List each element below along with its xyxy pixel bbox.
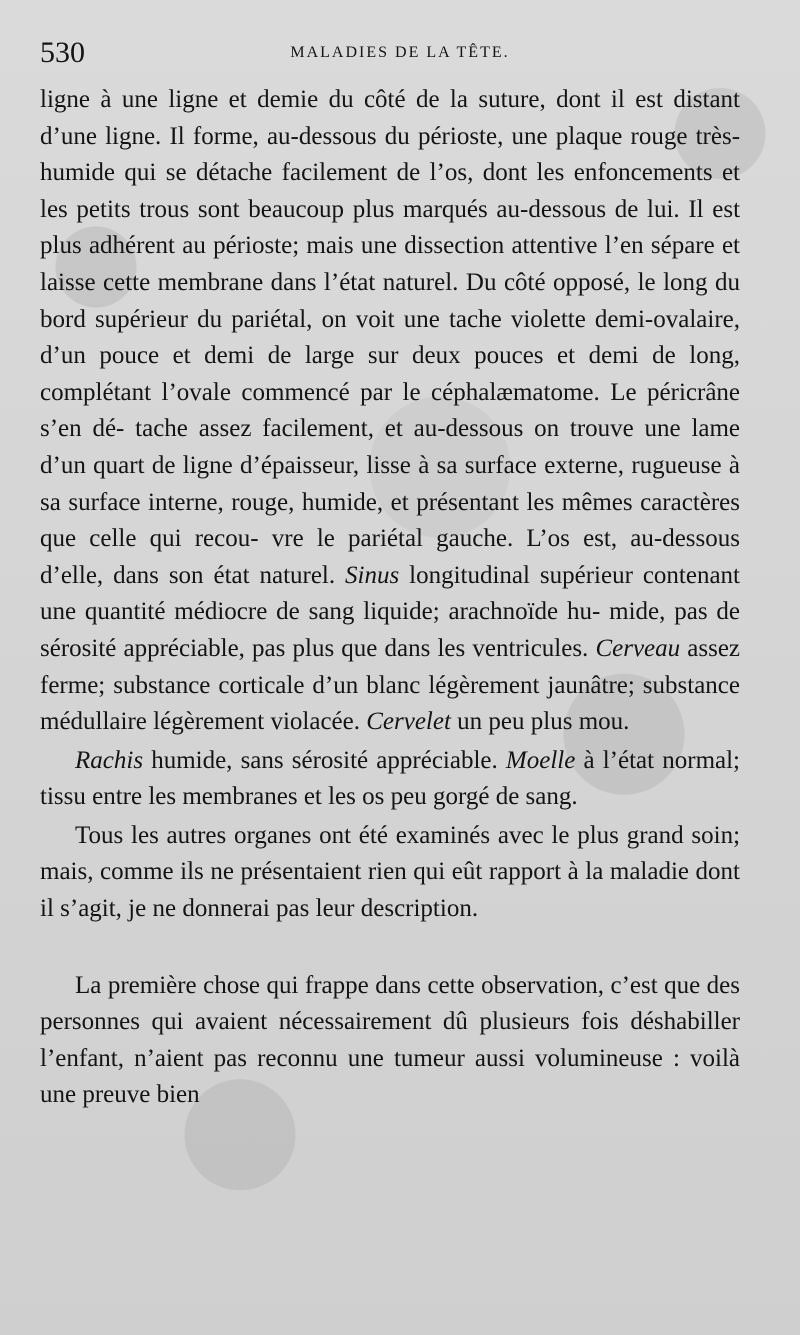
text-run: ligne à une ligne et demie du côté de la suture, dont il	[40, 86, 625, 113]
text-run: gorgé de sang.	[432, 783, 578, 811]
text-run: sépare et laisse cette membrane dans l’état naturel. Du	[40, 232, 741, 296]
text-run: une tumeur aussi volumineuse : voilà une preuve bien	[40, 1044, 741, 1109]
italic-term: Cerveau	[595, 634, 681, 662]
paragraph-other-organs	[40, 818, 740, 928]
text-run: à	[575, 746, 595, 774]
text-run: Tous les autres organes ont été examinés avec le plus	[75, 821, 619, 849]
italic-term: Sinus	[345, 561, 400, 589]
running-head: MALADIES DE LA TÊTE.	[290, 44, 510, 61]
text-run: plusieurs fois déshabiller l’enfant, n’aient pas reconnu	[40, 1008, 741, 1072]
text-run: l’état normal; tissu entre les membranes et les os peu	[40, 746, 740, 811]
page-header	[40, 36, 760, 70]
text-run: ventricules.	[472, 634, 596, 662]
text-run: c’est que des personnes qui avaient nécessairement dû	[40, 971, 740, 1036]
text-run: beaucoup plus marqués au-dessous de lui. Il est plus	[40, 195, 741, 260]
text-run: est distant d’une ligne. Il forme, au-dessous du périoste,	[40, 86, 740, 150]
italic-term: Moelle	[505, 746, 576, 774]
text-run: assez ferme; substance corticale	[40, 634, 741, 699]
text-run: un peu plus mou.	[450, 708, 630, 736]
paragraph-discussion	[40, 968, 740, 1114]
text-run: grand soin; mais, comme ils ne présentaient rien qui eût	[40, 821, 741, 886]
page-body	[40, 82, 740, 1114]
text-run: mide, pas de sérosité appréciable, pas plus que dans les	[40, 598, 740, 662]
text-run: leur description.	[315, 895, 479, 923]
text-run: La première chose qui frappe dans cette observation,	[75, 971, 604, 999]
text-run: lame d’un quart de ligne d’épaisseur, lisse à sa surface	[40, 415, 741, 479]
text-run: son état naturel.	[168, 561, 346, 589]
text-run: voit une tache violette demi-ovalaire, d’un pouce et demi	[40, 305, 741, 370]
italic-term: Rachis	[75, 746, 144, 774]
text-run: côté opposé, le long du bord supérieur du pariétal, on	[40, 268, 741, 333]
text-run: de large sur deux pouces et demi de long, complétant l’ovale	[40, 342, 740, 406]
text-run: légèrement violacée.	[153, 708, 367, 736]
italic-term: Cervelet	[366, 708, 451, 736]
paragraph-autopsy-head	[40, 82, 740, 741]
text-run: longitudinal supérieur contenant	[399, 561, 740, 589]
text-run: adhérent au périoste; mais une dissection attentive l’en	[88, 232, 644, 260]
text-run: commencé par le céphalæmatome. Le péricrâne s’en dé-	[40, 378, 741, 443]
text-run: externe, rugueuse à sa surface interne, rouge, humide,	[40, 451, 740, 516]
text-run: rapport à la maladie dont il s’agit, je ne donnerai pas	[40, 858, 741, 923]
text-run: et présentant les mêmes caractères que celle qui recou-	[40, 488, 741, 553]
text-run: une plaque rouge très-humide qui se détache facilement	[40, 122, 741, 187]
text-run: tache assez facilement, et au-dessous on trouve une	[135, 415, 681, 443]
text-run: vre le pariétal gauche. L’os est, au-dessous d’elle, dans	[40, 525, 740, 589]
page-number: 530	[40, 36, 85, 69]
text-run: une quantité médiocre de sang liquide; arachnoïde hu-	[40, 598, 601, 626]
text-run: humide, sans sérosité appréciable.	[143, 746, 506, 774]
text-run: de l’os, dont les enfoncements et les petits trous sont	[40, 159, 740, 223]
text-run: d’un blanc légèrement jaunâtre; substance médullaire	[40, 671, 740, 736]
paragraph-rachis	[40, 743, 740, 816]
